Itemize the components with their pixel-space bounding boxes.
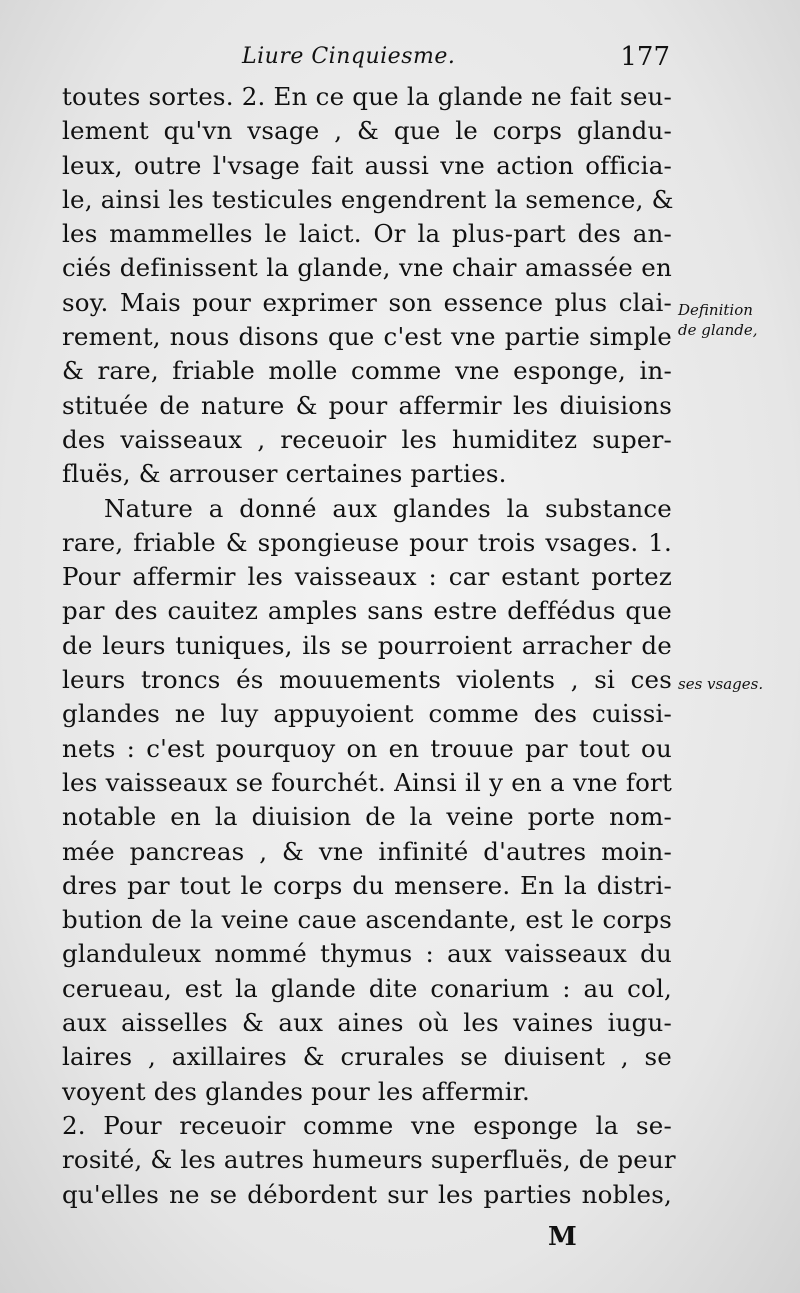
text-line: de leurs tuniques, ils se pourroient arracher de bbox=[62, 630, 672, 660]
text-line: les vaisseaux se fourchét. Ainsi il y en a vne fort bbox=[62, 767, 672, 797]
text-line: rement, nous disons que c'est vne partie simple bbox=[62, 322, 672, 352]
text-line: leux, outre l'vsage fait aussi vne action officia- bbox=[62, 150, 672, 180]
text-line: stituée de nature & pour affermir les diuisions bbox=[62, 390, 672, 420]
text-line: laires , axillaires & crurales se diuisent , se bbox=[62, 1042, 672, 1072]
text-line: 2. Pour receuoir comme vne esponge la se- bbox=[62, 1110, 672, 1140]
text-line: & rare, friable molle comme vne esponge, in- bbox=[62, 356, 672, 386]
text-line: dres par tout le corps du mensere. En la distri- bbox=[62, 870, 672, 900]
text-line: voyent des glandes pour les affermir. bbox=[62, 1076, 530, 1106]
text-line: bution de la veine caue ascendante, est le corps bbox=[62, 905, 672, 935]
running-title: Liure Cinquiesme. bbox=[242, 44, 456, 69]
page-header bbox=[60, 44, 680, 74]
text-line: glanduleux nommé thymus : aux vaisseaux du bbox=[62, 939, 672, 969]
text-line: soy. Mais pour exprimer son essence plus clai- bbox=[62, 287, 672, 317]
text-line: rosité, & les autres humeurs superfluës, de peur bbox=[62, 1145, 676, 1175]
text-line: mée pancreas , & vne infinité d'autres moin- bbox=[62, 836, 672, 866]
text-line: Pour affermir les vaisseaux : car estant portez bbox=[62, 562, 672, 592]
signature-mark: M bbox=[548, 1222, 578, 1252]
text-line: notable en la diuision de la veine porte nom- bbox=[62, 802, 672, 832]
text-line: les mammelles le laict. Or la plus-part des an- bbox=[62, 219, 672, 249]
text-line: rare, friable & spongieuse pour trois vsages. 1. bbox=[62, 527, 672, 557]
margin-note-definition-line1: Definition bbox=[678, 301, 753, 319]
margin-note-usages: ses vsages. bbox=[678, 675, 764, 693]
text-line: toutes sortes. 2. En ce que la glande ne fait seu- bbox=[62, 82, 672, 111]
text-line: nets : c'est pourquoy on en trouue par tout ou bbox=[62, 733, 672, 763]
page-number: 177 bbox=[620, 42, 670, 72]
text-line: ciés definissent la glande, vne chair amassée en bbox=[62, 253, 672, 283]
margin-note-definition bbox=[678, 300, 758, 340]
text-line: lement qu'vn vsage , & que le corps glandu- bbox=[62, 116, 672, 146]
text-line: fluës, & arrouser certaines parties. bbox=[62, 459, 507, 489]
text-line: glandes ne luy appuyoient comme des cuissi- bbox=[62, 699, 672, 729]
text-line: leurs troncs és mouuements violents , si ces bbox=[62, 665, 672, 695]
text-line: par des cauitez amples sans estre deffédus que bbox=[62, 596, 672, 626]
body-text bbox=[62, 80, 676, 1212]
text-line: le, ainsi les testicules engendrent la semence, & bbox=[62, 184, 674, 214]
text-line: des vaisseaux , receuoir les humiditez super- bbox=[62, 424, 672, 454]
text-line: aux aisselles & aux aines où les vaines iugu- bbox=[62, 1008, 672, 1038]
text-line: Nature a donné aux glandes la substance bbox=[104, 493, 672, 523]
margin-note-definition-line2: de glande, bbox=[678, 321, 758, 339]
text-line: cerueau, est la glande dite conarium : au col, bbox=[62, 973, 672, 1003]
text-line: qu'elles ne se débordent sur les parties nobles, bbox=[62, 1179, 672, 1209]
